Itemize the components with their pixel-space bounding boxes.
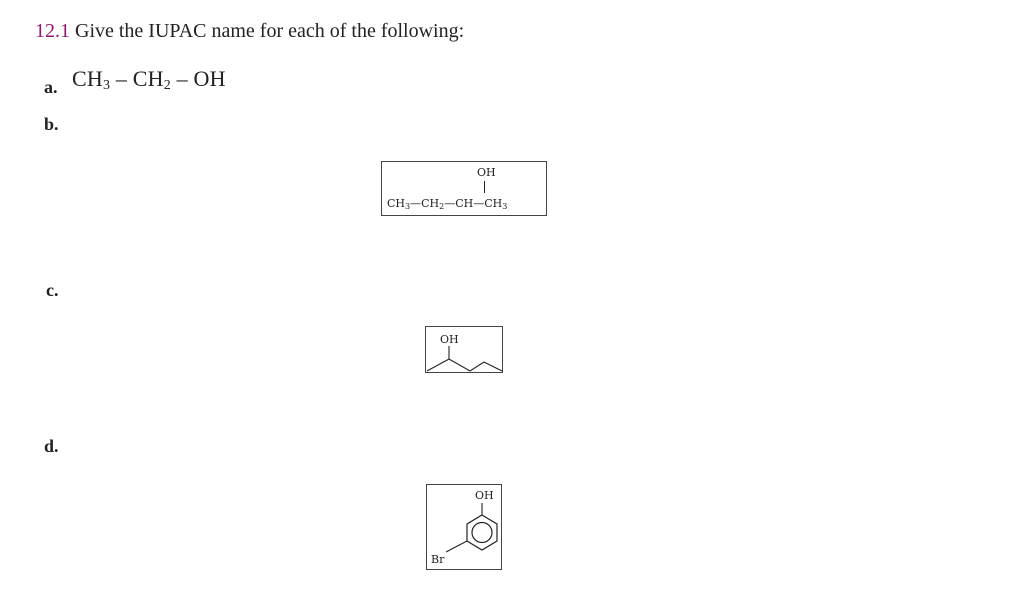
item-b-oh-bond (484, 181, 485, 193)
item-c-chain-bonds (427, 359, 502, 371)
item-d-label: d. (44, 436, 59, 456)
question-text: Give the IUPAC name for each of the following: (75, 20, 465, 42)
item-a-label: a. (44, 77, 58, 97)
item-b-label: b. (44, 114, 59, 134)
item-c-structure (425, 326, 503, 373)
item-b-chain: $CH_3—CH_2—CH—CH_3$ (387, 197, 508, 211)
item-c-oh-label: OH (440, 333, 459, 346)
item-d-br-label: Br (431, 553, 445, 566)
item-d-aromatic-circle (472, 523, 492, 543)
item-a-formula: $CH_3 - CH_2$ – OH (72, 66, 226, 93)
item-d-oh-label: OH (475, 489, 494, 502)
question-heading (35, 20, 464, 43)
item-d-structure (426, 484, 502, 570)
item-c-skeletal-svg (426, 327, 502, 372)
item-d-skeletal-svg (427, 485, 501, 569)
question-number: 12.1 (35, 20, 70, 42)
item-b-oh-label: OH (477, 166, 496, 179)
item-b-structure (381, 161, 547, 216)
item-d-br-bond (446, 541, 467, 552)
item-c-label: c. (46, 280, 59, 300)
